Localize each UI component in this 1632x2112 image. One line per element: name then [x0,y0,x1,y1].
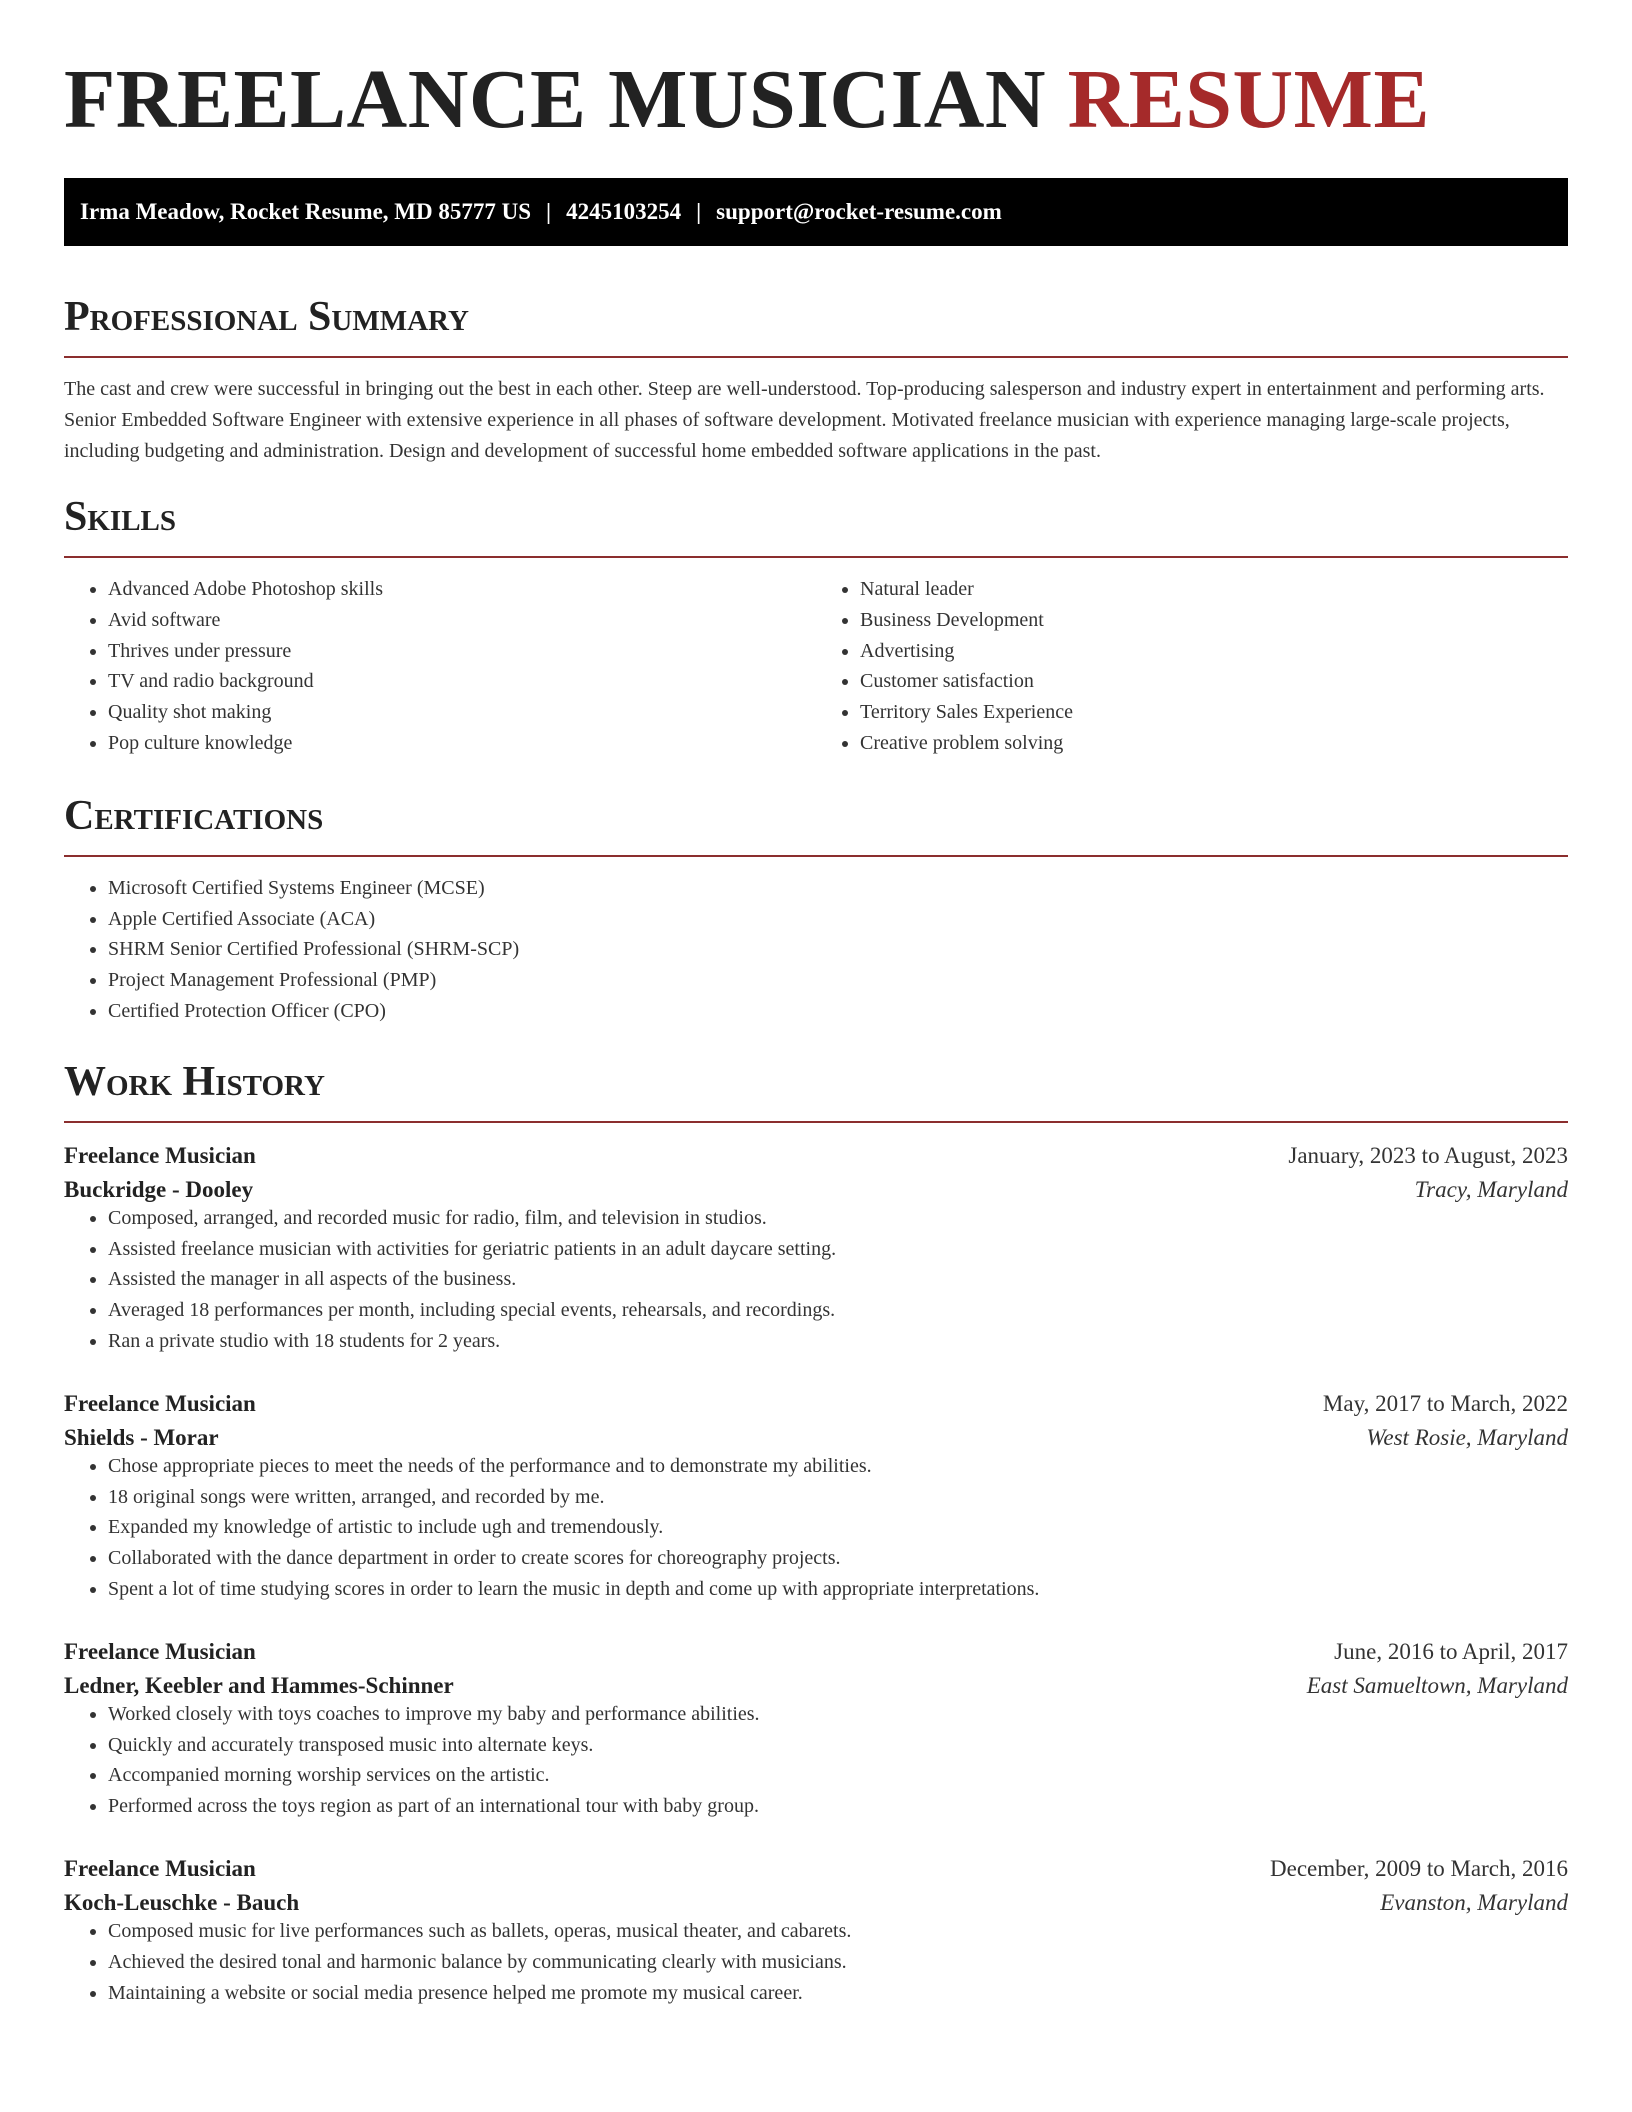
list-item: • Worked closely with toys coaches to improve my baby and performance abilities. [108,1699,1568,1730]
job-company: Ledner, Keebler and Hammes-Schinner [64,1672,454,1698]
job-location: Tracy, Maryland [1414,1176,1568,1202]
job-bullets [64,1699,1568,1822]
list-item: • Thrives under pressure [108,636,816,667]
skills-grid [64,574,1568,759]
list-item: • Avid software [108,605,816,636]
list-item: • Accompanied morning worship services on the artistic. [108,1760,1568,1791]
list-item: • Territory Sales Experience [860,697,1568,728]
list-item: • Pop culture knowledge [108,728,816,759]
list-item: • Assisted freelance musician with activities for geriatric patients in an adult daycare setting. [108,1234,1568,1265]
list-item: • Project Management Professional (PMP) [108,965,1568,996]
list-item: • Maintaining a website or social media presence helped me promote my musical career. [108,1978,1568,2009]
list-item: • Quickly and accurately transposed music into alternate keys. [108,1730,1568,1761]
job-bullets [64,1451,1568,1605]
list-item: • Creative problem solving [860,728,1568,759]
job-dates: May, 2017 to March, 2022 [1322,1390,1568,1416]
job-title: Freelance Musician [64,1390,256,1416]
list-item: • Assisted the manager in all aspects of the business. [108,1264,1568,1295]
job-header [64,1639,1568,1665]
contact-phone: 4245103254 [566,199,682,224]
certifications-section [64,792,1568,1027]
job-entry [64,1143,1568,1357]
section-heading: Professional Summary [64,294,469,340]
job-title: Freelance Musician [64,1142,256,1168]
summary-section [64,296,1568,467]
job-bullets [64,1203,1568,1357]
list-item: • Advertising [860,636,1568,667]
resume-title [64,53,1568,146]
job-company: Buckridge - Dooley [64,1176,254,1202]
job-dates: June, 2016 to April, 2017 [1334,1638,1568,1664]
list-item: • Ran a private studio with 18 students for 2 years. [108,1326,1568,1357]
job-header [64,1856,1568,1882]
contact-address: Irma Meadow, Rocket Resume, MD 85777 US [80,199,531,224]
contact-separator: | [546,199,552,224]
contact-separator: | [696,199,702,224]
list-item: • Expanded my knowledge of artistic to include ugh and tremendously. [108,1512,1568,1543]
list-item: • Natural leader [860,574,1568,605]
skills-list-left [64,574,816,759]
list-item: • 18 original songs were written, arranged, and recorded by me. [108,1482,1568,1513]
job-entry [64,1856,1568,2008]
section-divider [64,855,1568,857]
work-history-section [64,1058,1568,2009]
list-item: • Achieved the desired tonal and harmonic balance by communicating clearly with musicians. [108,1947,1568,1978]
list-item: • Composed, arranged, and recorded music for radio, film, and television in studios. [108,1203,1568,1234]
section-heading: Certifications [64,792,324,839]
job-bullets [64,1916,1568,2008]
job-header [64,1391,1568,1417]
list-item: • Business Development [860,605,1568,636]
section-divider [64,556,1568,558]
title-main: FREELANCE MUSICIAN [64,53,1047,146]
list-item: • Microsoft Certified Systems Engineer (MCSE) [108,873,1568,904]
job-title: Freelance Musician [64,1638,256,1664]
job-title: Freelance Musician [64,1855,256,1881]
skills-list-right [816,574,1568,759]
job-entry [64,1639,1568,1822]
resume-page [64,0,1568,2008]
section-divider [64,1121,1568,1123]
list-item: • Customer satisfaction [860,666,1568,697]
section-heading: Skills [64,494,177,540]
job-header [64,1143,1568,1169]
list-item: • Certified Protection Officer (CPO) [108,996,1568,1027]
list-item: • Chose appropriate pieces to meet the needs of the performance and to demonstrate my abilities. [108,1451,1568,1482]
list-item: • Collaborated with the dance department in order to create scores for choreography projects. [108,1543,1568,1574]
job-entry [64,1391,1568,1605]
contact-bar [64,178,1568,246]
list-item: • Spent a lot of time studying scores in order to learn the music in depth and come up with appropriate interpretations. [108,1574,1568,1605]
job-location: West Rosie, Maryland [1366,1424,1568,1450]
list-item: • Composed music for live performances such as ballets, operas, musical theater, and cabarets. [108,1916,1568,1947]
contact-email: support@rocket-resume.com [716,199,1002,224]
job-subheader [64,1890,1568,1916]
list-item: • Advanced Adobe Photoshop skills [108,574,816,605]
job-location: East Samueltown, Maryland [1306,1672,1568,1698]
job-dates: December, 2009 to March, 2016 [1270,1855,1568,1881]
job-subheader [64,1673,1568,1699]
job-subheader [64,1425,1568,1451]
section-divider [64,356,1568,358]
job-company: Shields - Morar [64,1424,219,1450]
title-accent: RESUME [1067,53,1430,146]
job-dates: January, 2023 to August, 2023 [1288,1142,1568,1168]
job-location: Evanston, Maryland [1380,1889,1568,1915]
list-item: • Averaged 18 performances per month, including special events, rehearsals, and recordings. [108,1295,1568,1326]
list-item: • SHRM Senior Certified Professional (SHRM-SCP) [108,934,1568,965]
section-heading: Work History [64,1058,325,1105]
certifications-list [64,873,1568,1027]
list-item: • Performed across the toys region as part of an international tour with baby group. [108,1791,1568,1822]
list-item: • Quality shot making [108,697,816,728]
summary-text: The cast and crew were successful in bringing out the best in each other. Steep are well-understood. Top-producing salesperson and industry expert in entertainment and performing arts. Senior Embedded Software Engineer with extensive experience in all phases of software development. Motivated freelance musician with experience managing large-scale projects, including budgeting and administration. Design and development of successful home embedded software applications in the past. [64,378,1545,462]
job-company: Koch-Leuschke - Bauch [64,1889,300,1915]
skills-section [64,496,1568,759]
list-item: • Apple Certified Associate (ACA) [108,904,1568,935]
job-subheader [64,1177,1568,1203]
list-item: • TV and radio background [108,666,816,697]
